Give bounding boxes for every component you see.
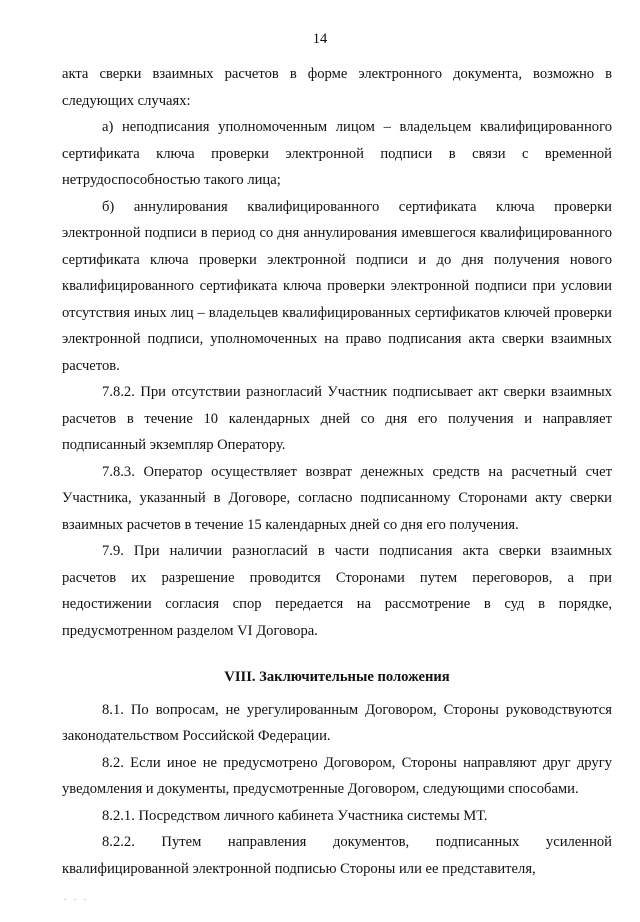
paragraph-item-a: а) неподписания уполномоченным лицом – владельцем квалифицированного сертификата ключа проверки электронной подписи в связи с временной нетрудоспособностью такого лица;: [62, 119, 612, 188]
paragraph-8-2-2: 8.2.2. Путем направления документов, подписанных усиленной квалифицированной электронной подписью Стороны или ее представителя,: [62, 834, 612, 877]
paragraph-7-8-2: 7.8.2. При отсутствии разногласий Участник подписывает акт сверки взаимных расчетов в течение 10 календарных дней со дня его получения и направляет подписанный экземпляр Оператору.: [62, 384, 612, 453]
section-heading: VIII. Заключительные положения: [224, 669, 450, 685]
paragraph-item-b: б) аннулирования квалифицированного сертификата ключа проверки электронной подписи в период со дня аннулирования имевшегося квалифицированного сертификата ключа проверки электронной подписи и до дня получения нового квалифицированного сертификата ключа проверки электронной подписи при условии отсутствия иных лиц – владельцев квалифицированных сертификатов ключей проверки электронной подписи, уполномоченных на право подписания акта сверки взаимных расчетов.: [62, 198, 612, 374]
paragraph-7-8-3: 7.8.3. Оператор осуществляет возврат денежных средств на расчетный счет Участника, указанный в Договоре, согласно подписанному Сторонами акту сверки взаимных расчетов в течение 15 календарных дней со дня его получения.: [62, 463, 612, 533]
paragraph-8-1: 8.1. По вопросам, не урегулированным Договором, Стороны руководствуются законодательством Российской Федерации.: [62, 701, 612, 744]
document-body: [62, 61, 612, 882]
paragraph-8-2-1: 8.2.1. Посредством личного кабинета Участника системы МТ.: [102, 807, 488, 824]
paragraph-7-9: 7.9. При наличии разногласий в части подписания акта сверки взаимных расчетов их разрешение проводится Сторонами путем переговоров, а при недостижении согласия спор передается на рассмотрение в суд в порядке, предусмотренном разделом VI Договора.: [62, 543, 612, 639]
paragraph-8-2: 8.2. Если иное не предусмотрено Договором, Стороны направляют друг другу уведомления и документы, предусмотренные Договором, следующими способами.: [62, 754, 612, 797]
paragraph-continuation: акта сверки взаимных расчетов в форме электронного документа, возможно в следующих случаях:: [62, 66, 612, 109]
scan-footer-mark: . . .: [64, 893, 89, 902]
page-number: 14: [312, 31, 328, 47]
